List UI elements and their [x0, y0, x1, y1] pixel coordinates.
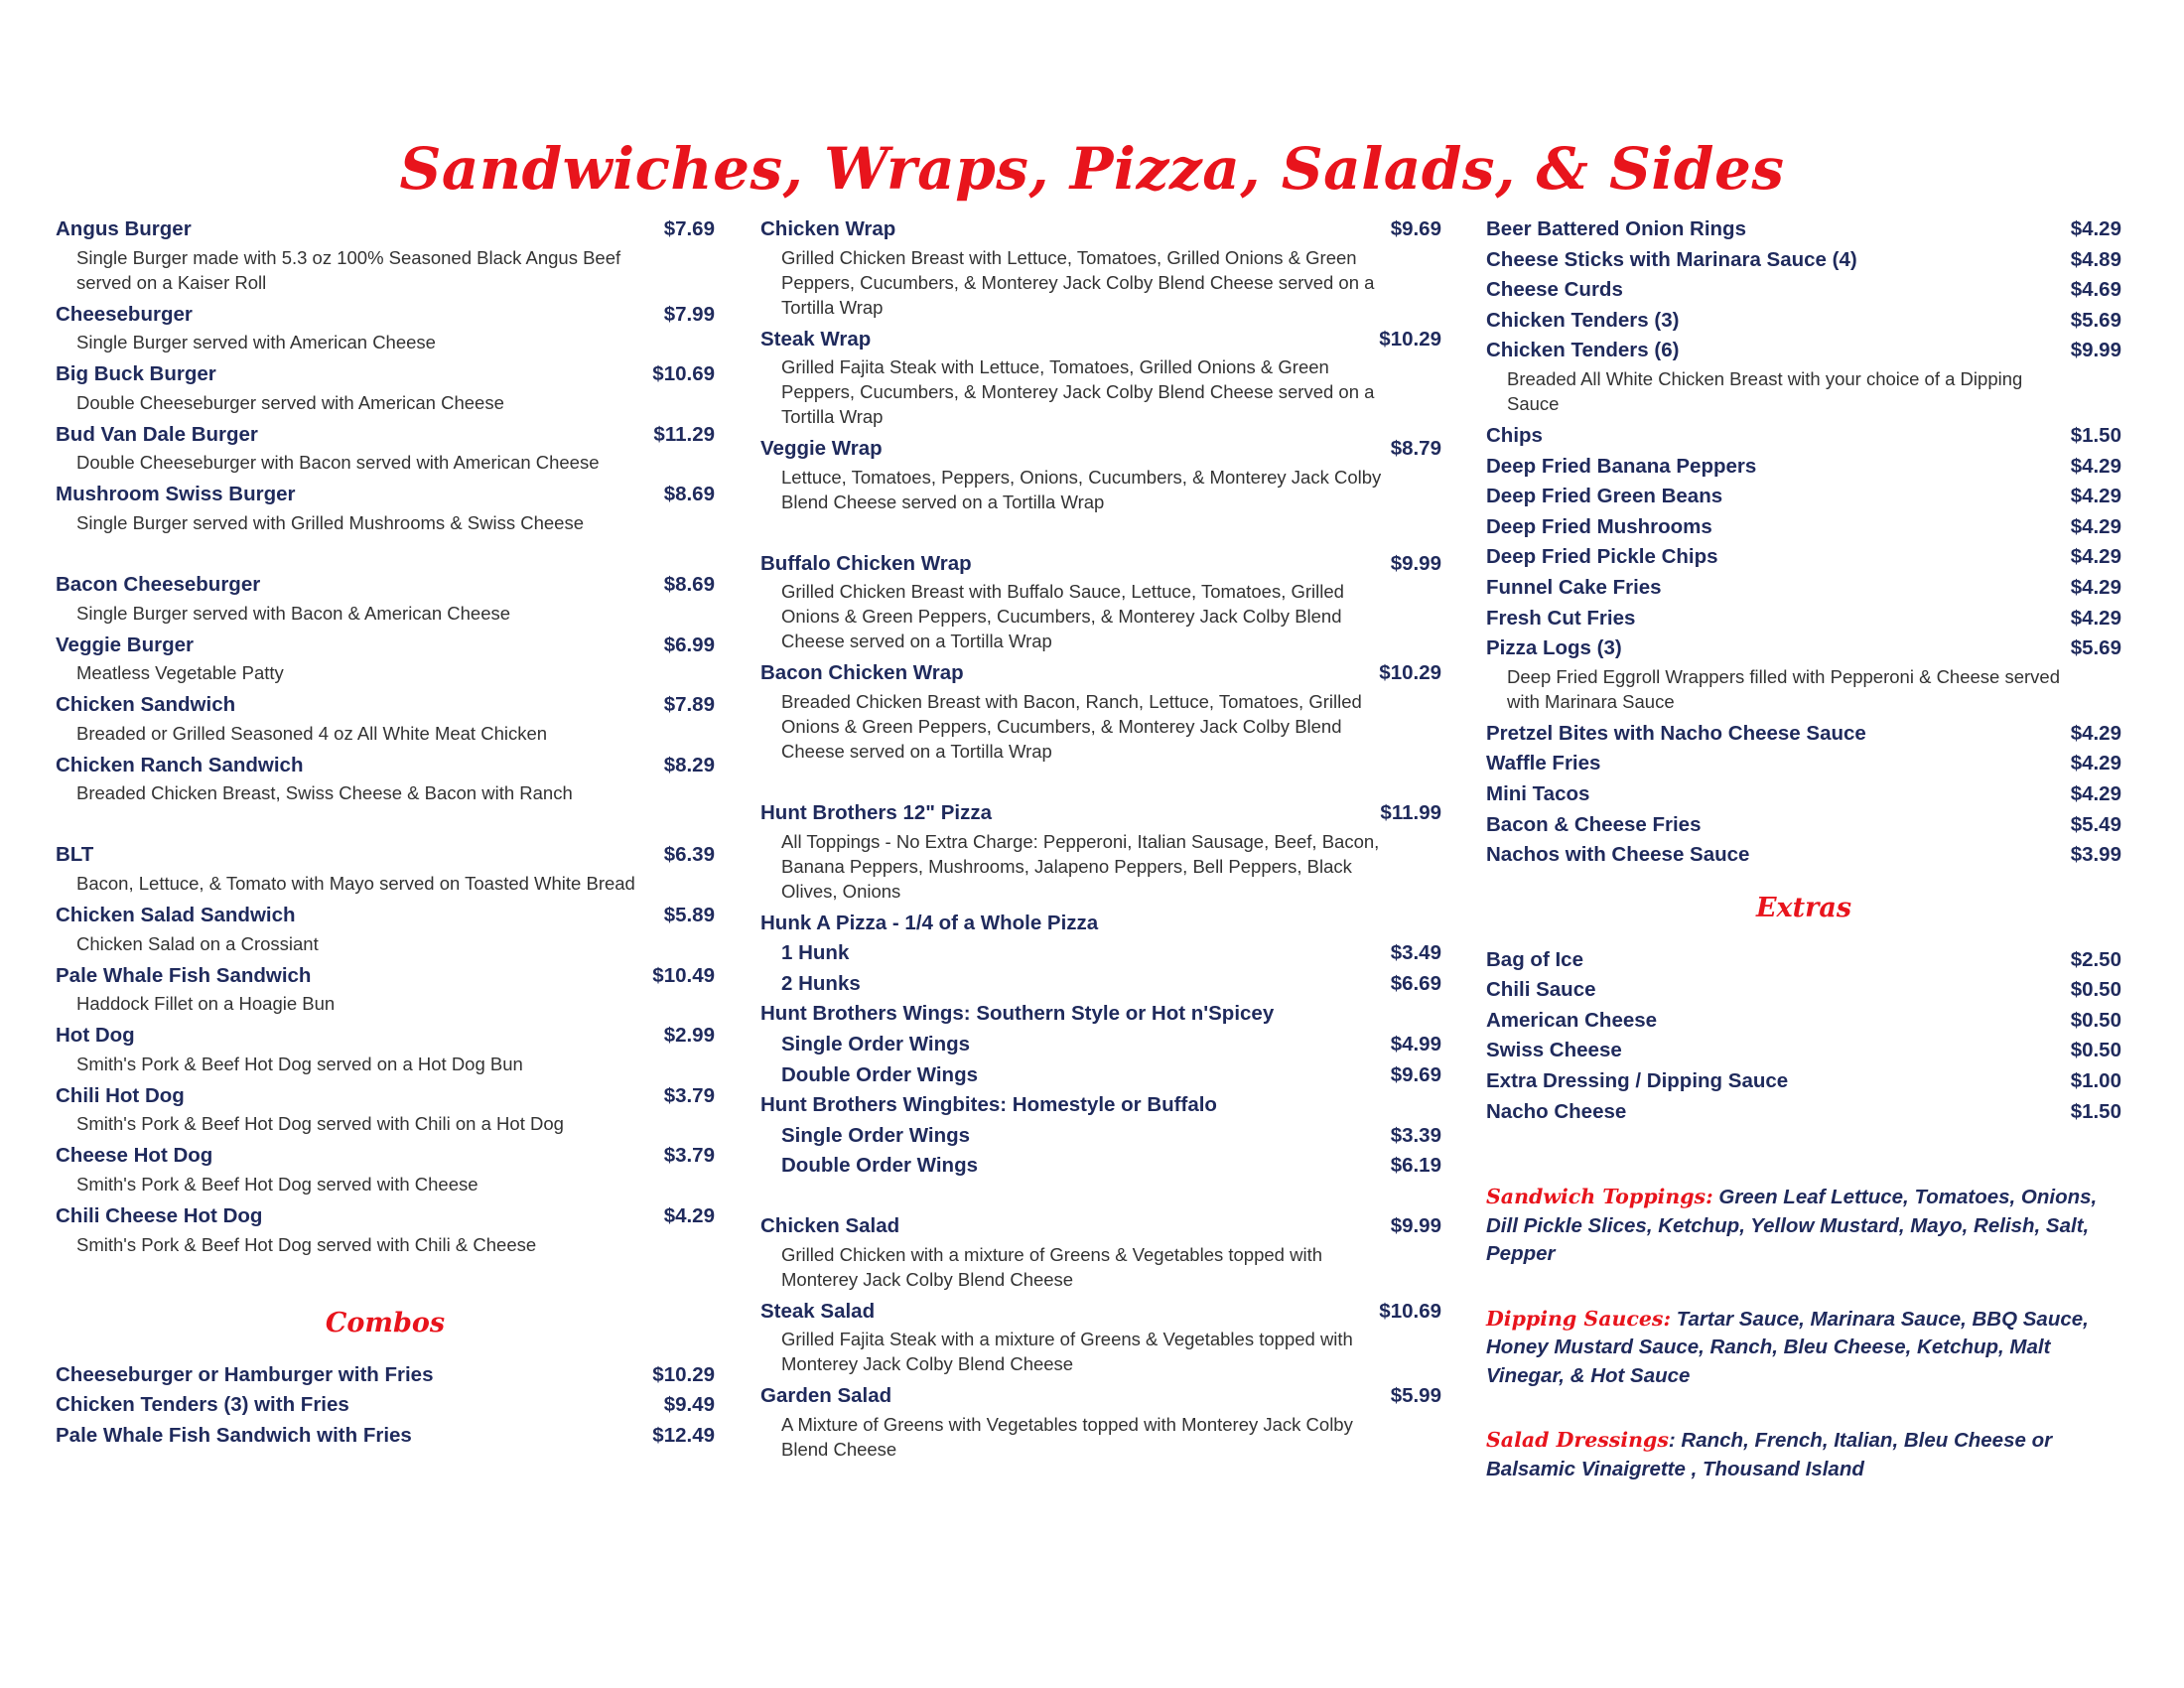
menu-item: [56, 631, 715, 691]
menu-item-row: [56, 214, 715, 245]
item-name: Buffalo Chicken Wrap: [760, 551, 972, 575]
item-name: Hot Dog: [56, 1024, 135, 1048]
item-description: Breaded or Grilled Seasoned 4 oz All White Meat Chicken: [76, 722, 548, 744]
menu-item-row: [56, 631, 715, 661]
item-description: Smith's Pork & Beef Hot Dog served with Chili & Cheese: [76, 1233, 537, 1255]
sandwich-list: [56, 214, 715, 1262]
menu-item: [1486, 1036, 2121, 1066]
menu-item-row: [1486, 1006, 2121, 1037]
menu-item: [760, 938, 1441, 969]
menu-item-row: [56, 901, 715, 931]
item-price: $6.39: [663, 843, 715, 867]
item-price: $4.29: [2070, 454, 2121, 478]
item-price: $3.99: [2070, 843, 2121, 867]
menu-group-title: [760, 909, 1441, 939]
item-name: Nachos with Cheese Sauce: [1486, 843, 1750, 867]
menu-item: [56, 1421, 715, 1452]
menu-item-row: [56, 480, 715, 510]
item-name: Chips: [1486, 423, 1543, 447]
item-name: 1 Hunk: [781, 941, 850, 965]
menu-item-row: [1486, 214, 2121, 245]
menu-group-row: [760, 999, 1441, 1030]
item-description: Smith's Pork & Beef Hot Dog served on a Hot Dog Bun: [76, 1053, 523, 1074]
menu-item-row: [760, 325, 1441, 355]
item-name: Extra Dressing / Dipping Sauce: [1486, 1069, 1789, 1093]
item-price: $10.49: [652, 963, 715, 987]
menu-item: [1486, 719, 2121, 750]
menu-item: [760, 658, 1441, 798]
item-name: Chili Hot Dog: [56, 1083, 185, 1107]
salad-dressings-text: : Ranch, French, Italian, Bleu Cheese or Balsamic Vinaigrette , Thousand Island: [1486, 1429, 2053, 1480]
item-price: $0.50: [2070, 1039, 2121, 1062]
item-price: $6.69: [1390, 971, 1441, 995]
menu-item-row: [760, 1297, 1441, 1328]
item-description: Grilled Fajita Steak with a mixture of Greens & Vegetables topped with Monterey Jack Colby Blend Cheese: [781, 1329, 1353, 1375]
menu-item-row: [1486, 810, 2121, 841]
sandwich-toppings-label: Sandwich Toppings:: [1486, 1185, 1713, 1209]
item-price: $8.69: [663, 483, 715, 506]
item-price: $11.29: [653, 422, 715, 446]
combos-heading: Combos: [325, 1307, 446, 1338]
item-description: Breaded Chicken Breast, Swiss Cheese & Bacon with Ranch: [76, 782, 573, 804]
menu-item: [760, 549, 1441, 659]
item-price: $9.99: [2070, 339, 2121, 362]
item-price: $1.00: [2070, 1069, 2121, 1093]
menu-item: [1486, 1066, 2121, 1097]
item-name: Chili Sauce: [1486, 978, 1596, 1002]
menu-item-row: [1486, 452, 2121, 483]
item-price: $2.50: [2070, 947, 2121, 971]
item-price: $5.49: [2070, 812, 2121, 836]
item-description: Double Cheeseburger served with American Cheese: [76, 391, 504, 413]
menu-item: [56, 300, 715, 360]
menu-item: [56, 901, 715, 961]
menu-item-row: [1486, 421, 2121, 452]
item-price: $4.99: [1390, 1032, 1441, 1055]
burgers-column: [56, 214, 715, 1451]
menu-item-row: [760, 549, 1441, 580]
item-description: Smith's Pork & Beef Hot Dog served with Chili on a Hot Dog: [76, 1113, 564, 1135]
menu-item: [760, 1030, 1441, 1060]
group-title: Hunt Brothers Wings: Southern Style or Hot n'Spicey: [760, 1002, 1275, 1026]
item-description: Single Burger served with American Cheese: [76, 332, 436, 353]
menu-group-title: [760, 999, 1441, 1030]
menu-item-row: [56, 300, 715, 331]
item-price: $4.29: [663, 1203, 715, 1227]
sandwich-toppings-note: [1486, 1183, 2121, 1269]
sides-column: [1486, 214, 2121, 1519]
menu-item: [1486, 749, 2121, 779]
menu-item-row: [1486, 779, 2121, 810]
sides-list-c: [1486, 719, 2121, 871]
menu-item: [760, 969, 1441, 1000]
menu-item-row: [56, 420, 715, 451]
menu-item-row: [1486, 336, 2121, 366]
menu-item-row: [56, 570, 715, 601]
item-description: Grilled Fajita Steak with Lettuce, Tomatoes, Grilled Onions & Green Peppers, Cucumbers, & Monterey Jack Colby Blend Cheese served on a Tortilla Wrap: [781, 356, 1375, 428]
menu-item-row: [1486, 482, 2121, 512]
item-price: $7.69: [663, 217, 715, 240]
sandwich-toppings-text: Green Leaf Lettuce, Tomatoes, Onions, Dill Pickle Slices, Ketchup, Yellow Mustard, Mayo, Relish, Salt, Pepper: [1486, 1186, 2098, 1266]
item-price: $10.29: [652, 1362, 715, 1386]
menu-item: [56, 214, 715, 300]
item-description: Grilled Chicken with a mixture of Greens & Vegetables topped with Monterey Jack Colby Blend Cheese: [781, 1243, 1323, 1290]
menu-item: [56, 1201, 715, 1262]
item-name: Big Buck Burger: [56, 362, 216, 386]
item-name: Pale Whale Fish Sandwich with Fries: [56, 1423, 412, 1447]
item-price: $12.49: [652, 1423, 715, 1447]
item-price: $6.99: [663, 633, 715, 656]
item-price: $6.19: [1390, 1154, 1441, 1178]
item-description: All Toppings - No Extra Charge: Pepperoni, Italian Sausage, Beef, Bacon, Banana Peppers, Mushrooms, Jalapeno Peppers, Bell Peppers, Black Olives, Onions: [781, 830, 1380, 902]
item-price: $4.29: [2070, 606, 2121, 630]
item-name: Deep Fried Green Beans: [1486, 485, 1723, 508]
menu-group-title: [760, 1090, 1441, 1121]
item-name: Veggie Burger: [56, 633, 194, 656]
menu-item: [56, 480, 715, 570]
item-price: $3.79: [663, 1144, 715, 1168]
item-price: $9.49: [663, 1393, 715, 1417]
menu-item: [1486, 633, 2121, 719]
pizza-wings-list: [760, 909, 1441, 1182]
item-price: $8.29: [663, 753, 715, 776]
item-name: Single Order Wings: [781, 1123, 971, 1147]
menu-item-row: [1486, 573, 2121, 604]
item-price: $0.50: [2070, 1008, 2121, 1032]
menu-item-row: [1486, 719, 2121, 750]
menu-item-row: [56, 1360, 715, 1391]
item-price: $4.29: [2070, 575, 2121, 599]
item-price: $4.29: [2070, 752, 2121, 775]
menu-item: [56, 751, 715, 841]
item-name: Mini Tacos: [1486, 781, 1590, 805]
menu-item-row: [760, 214, 1441, 245]
menu-item: [1486, 604, 2121, 634]
item-name: American Cheese: [1486, 1008, 1658, 1032]
menu-item-row: [1486, 512, 2121, 543]
menu-item: [760, 325, 1441, 435]
item-price: $4.29: [2070, 781, 2121, 805]
item-price: $10.29: [1379, 661, 1441, 685]
menu-item: [1486, 975, 2121, 1006]
sides-list-b: [1486, 421, 2121, 719]
item-price: $11.99: [1380, 800, 1441, 824]
item-price: $8.79: [1390, 437, 1441, 461]
item-name: Swiss Cheese: [1486, 1039, 1622, 1062]
menu-item-row: [1486, 245, 2121, 276]
item-name: Bacon Chicken Wrap: [760, 661, 964, 685]
item-description: Grilled Chicken Breast with Lettuce, Tomatoes, Grilled Onions & Green Peppers, Cucumbers, & Monterey Jack Colby Blend Cheese served on a Tortilla Wrap: [781, 246, 1375, 318]
item-name: Bacon & Cheese Fries: [1486, 812, 1702, 836]
menu-item-row: [1486, 1066, 2121, 1097]
menu-item-row: [1486, 542, 2121, 573]
menu-item: [56, 359, 715, 420]
menu-item-row: [760, 434, 1441, 465]
item-name: Waffle Fries: [1486, 752, 1601, 775]
item-price: $10.69: [1379, 1299, 1441, 1323]
item-name: Double Order Wings: [781, 1154, 978, 1178]
combos-list: [56, 1360, 715, 1452]
dipping-sauces-label: Dipping Sauces:: [1486, 1306, 1672, 1331]
menu-group-row: [760, 909, 1441, 939]
menu-item-row: [1486, 604, 2121, 634]
item-name: Pretzel Bites with Nacho Cheese Sauce: [1486, 721, 1866, 745]
menu-item-row: [760, 1121, 1441, 1152]
menu-item-row: [760, 969, 1441, 1000]
item-name: Cheeseburger: [56, 302, 193, 326]
item-description: Single Burger made with 5.3 oz 100% Seasoned Black Angus Beef served on a Kaiser Roll: [76, 246, 621, 293]
menu-item: [1486, 512, 2121, 543]
menu-item: [1486, 779, 2121, 810]
item-name: Cheeseburger or Hamburger with Fries: [56, 1362, 434, 1386]
item-name: 2 Hunks: [781, 971, 861, 995]
menu-item: [1486, 945, 2121, 976]
menu-item-row: [760, 1211, 1441, 1242]
item-name: Angus Burger: [56, 217, 192, 240]
item-description: A Mixture of Greens with Vegetables topped with Monterey Jack Colby Blend Cheese: [781, 1413, 1353, 1460]
menu-item-row: [760, 1030, 1441, 1060]
item-description: Haddock Fillet on a Hoagie Bun: [76, 993, 336, 1015]
item-price: $5.69: [2070, 636, 2121, 660]
menu-item: [56, 1081, 715, 1142]
item-name: Chicken Tenders (6): [1486, 339, 1680, 362]
menu-item: [760, 214, 1441, 325]
item-price: $9.69: [1390, 217, 1441, 240]
item-name: Cheese Curds: [1486, 278, 1623, 302]
menu-item: [1486, 245, 2121, 276]
menu-item: [56, 690, 715, 751]
menu-item: [760, 1297, 1441, 1382]
item-description: Smith's Pork & Beef Hot Dog served with Cheese: [76, 1173, 478, 1195]
menu-item: [1486, 336, 2121, 421]
menu-item: [1486, 306, 2121, 337]
menu-item: [1486, 421, 2121, 452]
item-name: Bag of Ice: [1486, 947, 1583, 971]
item-name: Chicken Tenders (3) with Fries: [56, 1393, 349, 1417]
menu-item-row: [1486, 1036, 2121, 1066]
item-name: Bacon Cheeseburger: [56, 572, 261, 596]
item-name: Cheese Sticks with Marinara Sauce (4): [1486, 247, 1857, 271]
menu-item: [1486, 542, 2121, 573]
item-description: Chicken Salad on a Crossiant: [76, 932, 319, 954]
item-description: Breaded Chicken Breast with Bacon, Ranch, Lettuce, Tomatoes, Grilled Onions & Green Peppers, Cucumbers, & Monterey Jack Colby Blend Cheese served on a Tortilla Wrap: [781, 690, 1362, 762]
menu-item: [760, 434, 1441, 549]
menu-item: [1486, 1097, 2121, 1128]
menu-item-row: [1486, 275, 2121, 306]
item-description: Deep Fried Eggroll Wrappers filled with Pepperoni & Cheese served with Marinara Sauce: [1507, 665, 2060, 712]
menu-item: [760, 1211, 1441, 1297]
wraps-column: [760, 214, 1441, 1467]
menu-item-row: [760, 1381, 1441, 1412]
menu-item: [56, 840, 715, 901]
menu-item: [1486, 275, 2121, 306]
sides-list-a: [1486, 214, 2121, 421]
item-name: Fresh Cut Fries: [1486, 606, 1636, 630]
item-description: Single Burger served with Grilled Mushrooms & Swiss Cheese: [76, 511, 585, 533]
salad-dressings-note: [1486, 1426, 2121, 1483]
item-description: Breaded All White Chicken Breast with your choice of a Dipping Sauce: [1507, 367, 2023, 414]
menu-item: [56, 1141, 715, 1201]
menu-group-row: [760, 1090, 1441, 1121]
item-name: Funnel Cake Fries: [1486, 575, 1662, 599]
item-description: Grilled Chicken Breast with Buffalo Sauce, Lettuce, Tomatoes, Grilled Onions & Green Peppers, Cucumbers, & Monterey Jack Colby Blend Cheese served on a Tortilla Wrap: [781, 581, 1344, 652]
item-price: $5.89: [663, 903, 715, 926]
menu-item-row: [1486, 749, 2121, 779]
menu-item-row: [760, 658, 1441, 689]
extras-heading: Extras: [1755, 892, 1852, 923]
item-price: $3.49: [1390, 941, 1441, 965]
item-description: Double Cheeseburger with Bacon served with American Cheese: [76, 452, 600, 474]
menu-item: [1486, 214, 2121, 245]
menu-title: Sandwiches, Wraps, Pizza, Salads, & Sides: [399, 135, 1785, 203]
menu-item: [56, 1360, 715, 1391]
item-price: $1.50: [2070, 1099, 2121, 1123]
item-price: $10.29: [1379, 327, 1441, 351]
item-price: $5.69: [2070, 308, 2121, 332]
menu-item-row: [56, 1390, 715, 1421]
group-title: Hunt Brothers Wingbites: Homestyle or Buffalo: [760, 1093, 1217, 1117]
menu-item: [56, 1021, 715, 1081]
menu-item-row: [56, 840, 715, 871]
wraps-list: [760, 214, 1441, 909]
salad-dressings-label: Salad Dressings: [1486, 1428, 1669, 1453]
menu-item-row: [56, 1141, 715, 1172]
menu-item-row: [56, 1021, 715, 1052]
item-price: $9.69: [1390, 1062, 1441, 1086]
item-price: $4.69: [2070, 278, 2121, 302]
menu-item-row: [760, 1060, 1441, 1091]
item-name: Chicken Tenders (3): [1486, 308, 1680, 332]
menu-item: [56, 570, 715, 631]
item-name: Deep Fried Mushrooms: [1486, 514, 1712, 538]
menu-item-row: [760, 798, 1441, 829]
menu-item-row: [56, 1081, 715, 1112]
menu-item: [760, 1121, 1441, 1152]
item-name: Nacho Cheese: [1486, 1099, 1627, 1123]
item-name: Steak Salad: [760, 1299, 876, 1323]
menu-item: [1486, 810, 2121, 841]
item-description: Meatless Vegetable Patty: [76, 662, 284, 684]
item-name: Beer Battered Onion Rings: [1486, 217, 1746, 240]
menu-item-row: [1486, 306, 2121, 337]
item-name: Double Order Wings: [781, 1062, 978, 1086]
menu-item-row: [56, 1201, 715, 1232]
menu-item-row: [1486, 975, 2121, 1006]
group-title: Hunk A Pizza - 1/4 of a Whole Pizza: [760, 911, 1099, 934]
menu-item-row: [760, 938, 1441, 969]
menu-item: [760, 798, 1441, 909]
dipping-sauces-text: Tartar Sauce, Marinara Sauce, BBQ Sauce, Honey Mustard Sauce, Ranch, Bleu Cheese, Ketchup, Malt Vinegar, & Hot Sauce: [1486, 1307, 2089, 1387]
item-name: Mushroom Swiss Burger: [56, 483, 296, 506]
item-name: Deep Fried Pickle Chips: [1486, 545, 1718, 569]
menu-item-row: [1486, 1097, 2121, 1128]
menu-item-row: [760, 1151, 1441, 1182]
menu-item: [1486, 482, 2121, 512]
item-price: $10.69: [652, 362, 715, 386]
item-name: Bud Van Dale Burger: [56, 422, 258, 446]
item-price: $5.99: [1390, 1384, 1441, 1408]
item-description: Bacon, Lettuce, & Tomato with Mayo served on Toasted White Bread: [76, 872, 635, 894]
menu-item: [1486, 1006, 2121, 1037]
menu-item-row: [56, 1421, 715, 1452]
item-name: Chicken Wrap: [760, 217, 896, 240]
menu-item-row: [56, 359, 715, 390]
menu-item-row: [56, 751, 715, 781]
item-description: Single Burger served with Bacon & American Cheese: [76, 602, 511, 624]
item-name: Pizza Logs (3): [1486, 636, 1622, 660]
menu-item-row: [1486, 945, 2121, 976]
menu-item: [760, 1381, 1441, 1467]
item-price: $9.99: [1390, 1213, 1441, 1237]
item-price: $4.29: [2070, 721, 2121, 745]
item-name: Cheese Hot Dog: [56, 1144, 213, 1168]
menu-item: [1486, 840, 2121, 871]
item-price: $7.99: [663, 302, 715, 326]
item-price: $1.50: [2070, 423, 2121, 447]
menu-item: [760, 1060, 1441, 1091]
item-price: $0.50: [2070, 978, 2121, 1002]
extras-list: [1486, 945, 2121, 1128]
item-price: $3.79: [663, 1083, 715, 1107]
menu-item-row: [56, 690, 715, 721]
item-price: $4.89: [2070, 247, 2121, 271]
item-price: $4.29: [2070, 514, 2121, 538]
item-name: Veggie Wrap: [760, 437, 883, 461]
item-name: Hunt Brothers 12" Pizza: [760, 800, 992, 824]
salads-list: [760, 1211, 1441, 1467]
item-name: Chicken Sandwich: [56, 693, 236, 717]
item-price: $3.39: [1390, 1123, 1441, 1147]
item-price: $4.29: [2070, 485, 2121, 508]
item-name: Chicken Salad Sandwich: [56, 903, 296, 926]
dipping-sauces-note: [1486, 1305, 2121, 1391]
item-name: Steak Wrap: [760, 327, 872, 351]
item-name: Single Order Wings: [781, 1032, 971, 1055]
item-price: $2.99: [663, 1024, 715, 1048]
item-price: $7.89: [663, 693, 715, 717]
item-price: $4.29: [2070, 545, 2121, 569]
menu-item: [760, 1151, 1441, 1182]
notes-section: [1486, 1183, 2121, 1483]
menu-item-row: [1486, 633, 2121, 664]
item-name: BLT: [56, 843, 94, 867]
item-name: Pale Whale Fish Sandwich: [56, 963, 312, 987]
menu-item: [56, 961, 715, 1022]
item-name: Chicken Ranch Sandwich: [56, 753, 304, 776]
item-price: $8.69: [663, 572, 715, 596]
item-name: Chili Cheese Hot Dog: [56, 1203, 263, 1227]
item-name: Chicken Salad: [760, 1213, 900, 1237]
item-price: $9.99: [1390, 551, 1441, 575]
menu-item: [1486, 573, 2121, 604]
item-price: $4.29: [2070, 217, 2121, 240]
item-description: Lettuce, Tomatoes, Peppers, Onions, Cucumbers, & Monterey Jack Colby Blend Cheese served on a Tortilla Wrap: [781, 466, 1382, 512]
item-name: Garden Salad: [760, 1384, 892, 1408]
menu-item-row: [56, 961, 715, 992]
menu-item: [1486, 452, 2121, 483]
item-name: Deep Fried Banana Peppers: [1486, 454, 1757, 478]
menu-item: [56, 1390, 715, 1421]
menu-item: [56, 420, 715, 481]
menu-item-row: [1486, 840, 2121, 871]
